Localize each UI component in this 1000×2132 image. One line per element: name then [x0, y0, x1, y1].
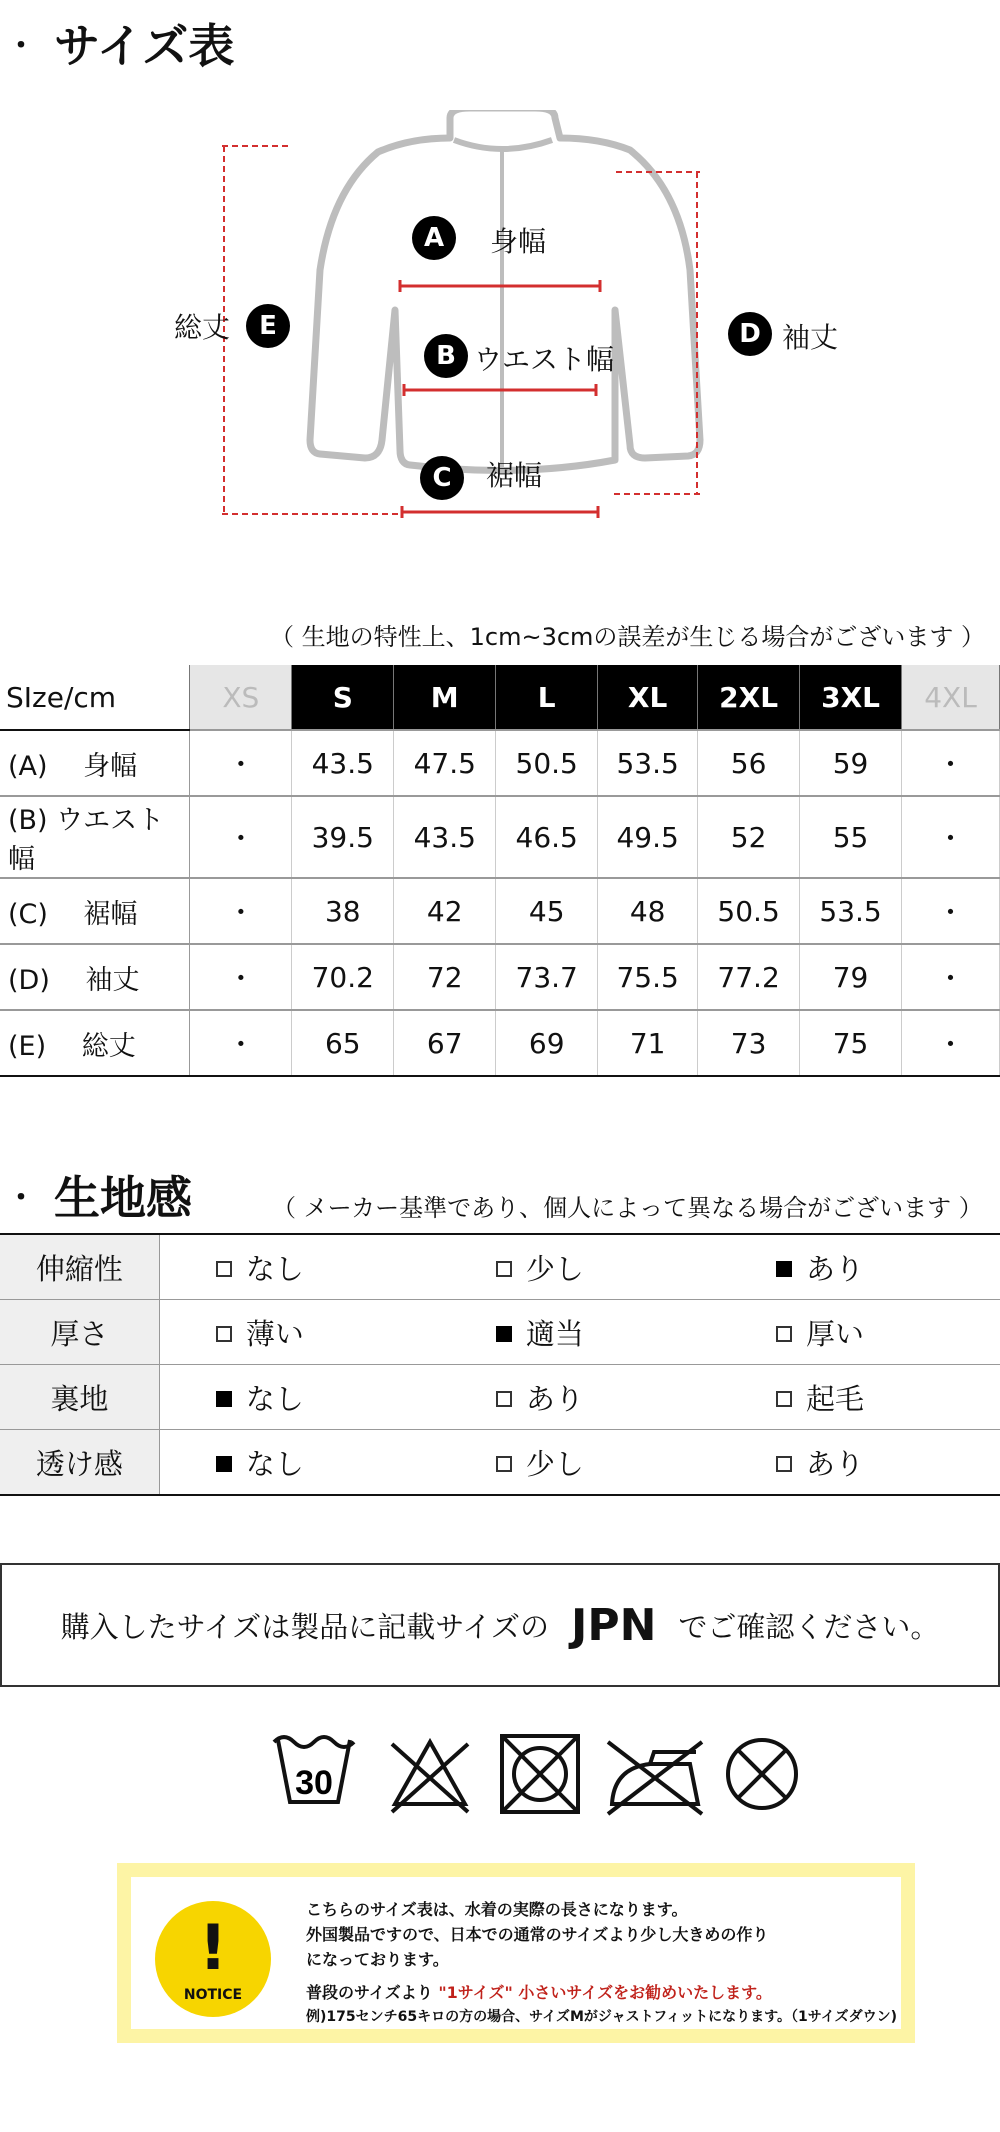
notice-panel — [117, 1863, 915, 2043]
size-cell: 75.5 — [598, 944, 698, 1010]
jpn-notice-after: でご確認ください。 — [678, 1609, 940, 1644]
checked-box-icon — [776, 1261, 792, 1277]
fabric-option — [159, 1365, 440, 1430]
size-tolerance-note: （ 生地の特性上、1cm~3cmの誤差が生じる場合がございます ） — [270, 623, 986, 651]
size-cell: 47.5 — [394, 730, 496, 796]
label-chest-width: 身幅 — [490, 225, 547, 258]
size-cell: 55 — [800, 796, 902, 878]
fabric-row-label: 裏地 — [0, 1365, 159, 1430]
notice-line-1: こちらのサイズ表は、水着の実際の長さになります。 — [306, 1900, 688, 1919]
size-cell: 49.5 — [598, 796, 698, 878]
size-row-label: (B) ウエスト幅 — [0, 796, 190, 878]
size-row — [0, 878, 1000, 944]
fabric-option — [720, 1365, 1000, 1430]
fabric-option — [720, 1430, 1000, 1496]
size-cell: ・ — [902, 878, 1000, 944]
notice-text — [306, 1897, 897, 2030]
checked-box-icon — [216, 1456, 232, 1472]
size-header-row — [0, 665, 1000, 730]
notice-line-5: 例)175センチ65キロの方の場合、サイズMがジャストフィットになります。（1サイズダウン) — [306, 2009, 897, 2025]
unchecked-box-icon — [776, 1326, 792, 1342]
size-header-m: M — [394, 665, 496, 730]
size-cell: 50.5 — [698, 878, 800, 944]
no-tumble-dry-icon — [502, 1736, 578, 1812]
fabric-section-title: ・ 生地感 — [6, 1171, 192, 1225]
jpn-notice-before: 購入したサイズは製品に記載サイズの — [60, 1609, 549, 1644]
fabric-option — [720, 1234, 1000, 1300]
size-row — [0, 796, 1000, 878]
fabric-option-label: 厚い — [805, 1316, 864, 1351]
size-cell: 43.5 — [394, 796, 496, 878]
unchecked-box-icon — [496, 1456, 512, 1472]
fabric-option-label: あり — [805, 1251, 864, 1286]
size-cell: 75 — [800, 1010, 902, 1076]
size-cell: 46.5 — [496, 796, 598, 878]
notice-badge-icon — [155, 1901, 271, 2017]
size-cell: ・ — [190, 730, 292, 796]
unchecked-box-icon — [776, 1456, 792, 1472]
size-cell: ・ — [902, 730, 1000, 796]
size-cell: 65 — [292, 1010, 394, 1076]
size-row — [0, 944, 1000, 1010]
size-cell: ・ — [190, 1010, 292, 1076]
size-row-label: (A) 身幅 — [0, 730, 190, 796]
fabric-row — [0, 1234, 1000, 1300]
size-cell: ・ — [190, 878, 292, 944]
size-cell: 69 — [496, 1010, 598, 1076]
care-icons — [270, 1720, 810, 1820]
size-header-2xl: 2XL — [698, 665, 800, 730]
no-iron-icon — [608, 1742, 702, 1814]
size-header-3xl: 3XL — [800, 665, 902, 730]
size-row-label: (D) 袖丈 — [0, 944, 190, 1010]
wash-temp-text: 30 — [295, 1764, 333, 1802]
fabric-option-label: あり — [525, 1381, 584, 1416]
label-waist-width: ウエスト幅 — [474, 343, 615, 376]
fabric-row — [0, 1365, 1000, 1430]
size-cell: 71 — [598, 1010, 698, 1076]
size-cell: 43.5 — [292, 730, 394, 796]
size-cell: 67 — [394, 1010, 496, 1076]
fabric-option — [159, 1300, 440, 1365]
no-bleach-icon — [392, 1742, 468, 1812]
size-corner-label: SIze/cm — [0, 665, 190, 730]
fabric-option-label: なし — [245, 1381, 304, 1416]
size-cell: 70.2 — [292, 944, 394, 1010]
fabric-option-label: 適当 — [525, 1316, 584, 1351]
fabric-option-label: 薄い — [245, 1316, 304, 1351]
fabric-option — [720, 1300, 1000, 1365]
size-cell: 38 — [292, 878, 394, 944]
fabric-row-label: 透け感 — [0, 1430, 159, 1496]
size-cell: 79 — [800, 944, 902, 1010]
fabric-option — [159, 1234, 440, 1300]
size-cell: 73 — [698, 1010, 800, 1076]
label-total-length: 総丈 — [174, 311, 231, 344]
fabric-table — [0, 1233, 1000, 1496]
fabric-option-label: あり — [805, 1446, 864, 1481]
jpn-label: JPN — [570, 1599, 657, 1651]
fabric-option — [440, 1300, 720, 1365]
size-header-4xl: 4XL — [902, 665, 1000, 730]
size-cell: ・ — [902, 1010, 1000, 1076]
fabric-row — [0, 1300, 1000, 1365]
size-cell: 48 — [598, 878, 698, 944]
size-cell: ・ — [902, 796, 1000, 878]
fabric-note: （ メーカー基準であり、個人によって異なる場合がございます ） — [272, 1194, 983, 1222]
fabric-option — [440, 1234, 720, 1300]
garment-diagram — [160, 110, 900, 530]
size-header-xl: XL — [598, 665, 698, 730]
size-cell: 45 — [496, 878, 598, 944]
notice-line-2: 外国製品ですので、日本での通常のサイズより少し大きめの作り — [306, 1925, 769, 1944]
size-cell: 72 — [394, 944, 496, 1010]
size-row-label: (E) 総丈 — [0, 1010, 190, 1076]
badge-c: C — [420, 456, 464, 500]
unchecked-box-icon — [496, 1261, 512, 1277]
size-section-title: ・ サイズ表 — [6, 19, 235, 73]
fabric-option — [440, 1365, 720, 1430]
size-header-s: S — [292, 665, 394, 730]
size-header-xs: XS — [190, 665, 292, 730]
size-cell: 53.5 — [598, 730, 698, 796]
notice-badge-label: NOTICE — [183, 1987, 243, 2003]
size-cell: 59 — [800, 730, 902, 796]
label-hem-width: 裾幅 — [486, 459, 543, 492]
badge-e: E — [246, 304, 290, 348]
jpn-size-notice — [0, 1563, 1000, 1687]
size-cell: ・ — [190, 796, 292, 878]
fabric-option — [159, 1430, 440, 1496]
size-cell: 73.7 — [496, 944, 598, 1010]
size-cell: ・ — [190, 944, 292, 1010]
size-cell: ・ — [902, 944, 1000, 1010]
fabric-option-label: なし — [245, 1446, 304, 1481]
size-table — [0, 665, 1000, 1077]
size-cell: 52 — [698, 796, 800, 878]
badge-d: D — [728, 312, 772, 356]
size-header-l: L — [496, 665, 598, 730]
size-cell: 53.5 — [800, 878, 902, 944]
size-row — [0, 1010, 1000, 1076]
unchecked-box-icon — [496, 1391, 512, 1407]
unchecked-box-icon — [216, 1326, 232, 1342]
size-cell: 50.5 — [496, 730, 598, 796]
size-row — [0, 730, 1000, 796]
fabric-option-label: 少し — [525, 1251, 584, 1286]
size-cell: 56 — [698, 730, 800, 796]
checked-box-icon — [496, 1326, 512, 1342]
notice-line-3: になっております。 — [306, 1950, 449, 1969]
notice-recommendation: "1サイズ" 小さいサイズをお勧めいたします。 — [438, 1983, 772, 2002]
size-cell: 42 — [394, 878, 496, 944]
fabric-row-label: 厚さ — [0, 1300, 159, 1365]
fabric-option-label: なし — [245, 1251, 304, 1286]
notice-line-4: 普段のサイズより "1サイズ" 小さいサイズをお勧めいたします。 — [306, 1983, 772, 2002]
notice-exclamation: ! — [198, 1911, 228, 1984]
badge-b: B — [424, 334, 468, 378]
fabric-row — [0, 1430, 1000, 1496]
no-dry-clean-icon — [728, 1740, 796, 1808]
fabric-row-label: 伸縮性 — [0, 1234, 159, 1300]
unchecked-box-icon — [776, 1391, 792, 1407]
badge-a: A — [412, 216, 456, 260]
size-row-label: (C) 裾幅 — [0, 878, 190, 944]
fabric-option — [440, 1430, 720, 1496]
label-sleeve-length: 袖丈 — [782, 321, 839, 354]
fabric-option-label: 少し — [525, 1446, 584, 1481]
size-cell: 39.5 — [292, 796, 394, 878]
size-cell: 77.2 — [698, 944, 800, 1010]
fabric-option-label: 起毛 — [805, 1381, 864, 1416]
checked-box-icon — [216, 1391, 232, 1407]
unchecked-box-icon — [216, 1261, 232, 1277]
